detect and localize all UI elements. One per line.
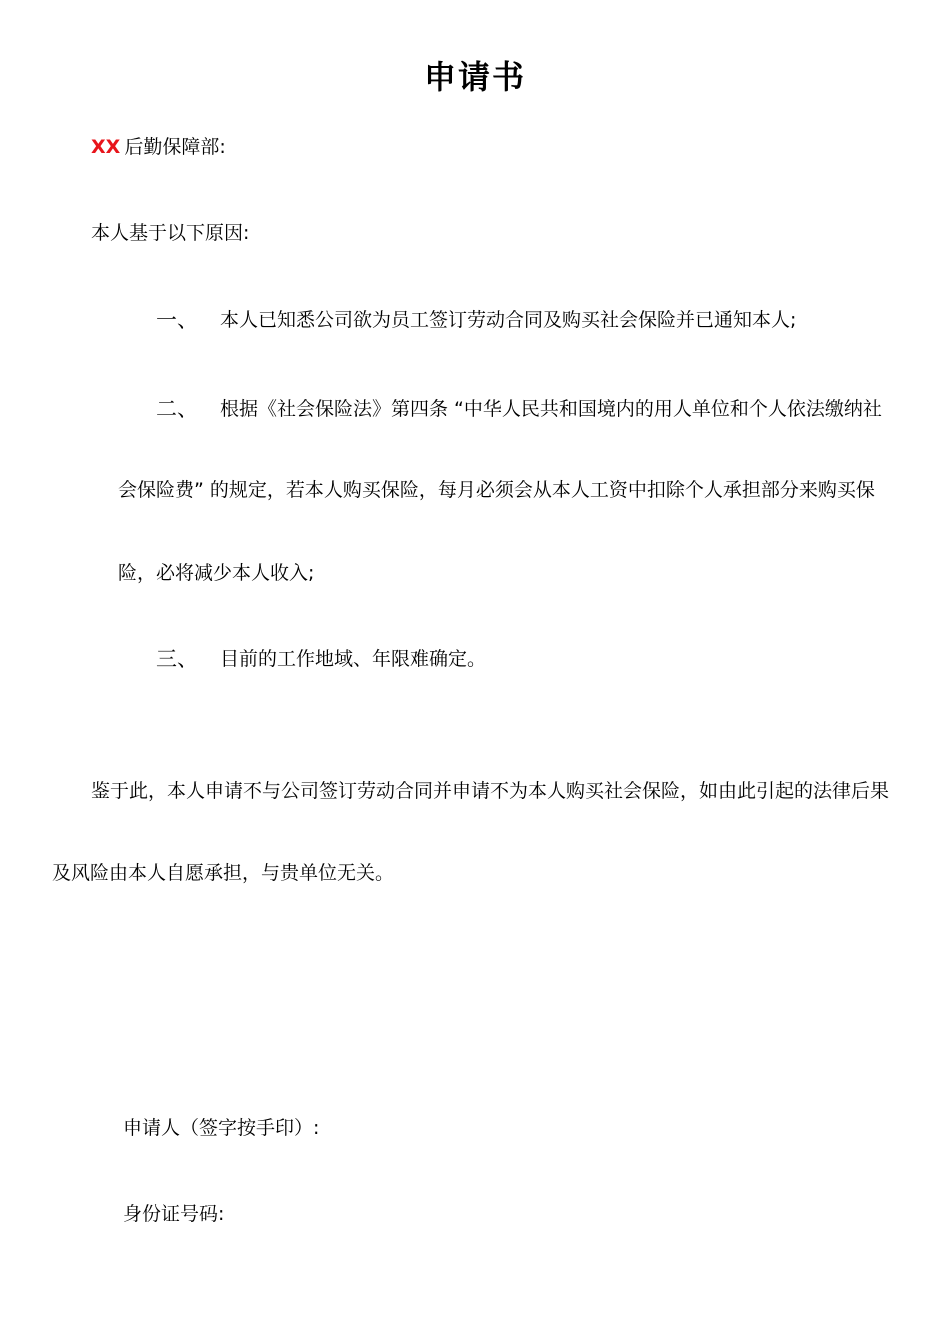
item-number-2: 二、 [156,397,198,421]
item-number-1: 一、 [156,308,198,332]
item-1-line-1: 本人已知悉公司欲为员工签订劳动合同及购买社会保险并已通知本人; [220,309,797,331]
intro-text: 本人基于以下原因: [91,222,250,244]
document-title: 申请书 [423,58,526,96]
item-number-3: 三、 [156,647,198,671]
conclusion-line-1: 鉴于此，本人申请不与公司签订劳动合同并申请不为本人购买社会保险，如由此引起的法律后果 [91,780,890,802]
recipient-prefix: XX [91,136,121,158]
recipient-name: 后勤保障部: [124,136,226,158]
recipient-line [91,134,226,160]
conclusion-line-2: 及风险由本人自愿承担，与贵单位无关。 [52,862,395,884]
id-number-label: 身份证号码: [123,1203,225,1225]
item-2-line-2: 会保险费” 的规定，若本人购买保险，每月必须会从本人工资中扣除个人承担部分来购买保 [118,479,875,501]
signature-label: 申请人（签字按手印）: [123,1117,320,1139]
item-2-line-1: 根据《社会保险法》第四条 “中华人民共和国境内的用人单位和个人依法缴纳社 [220,398,882,420]
item-3-line-1: 目前的工作地域、年限难确定。 [220,648,487,670]
item-2-line-3: 险，必将减少本人收入; [118,562,315,584]
